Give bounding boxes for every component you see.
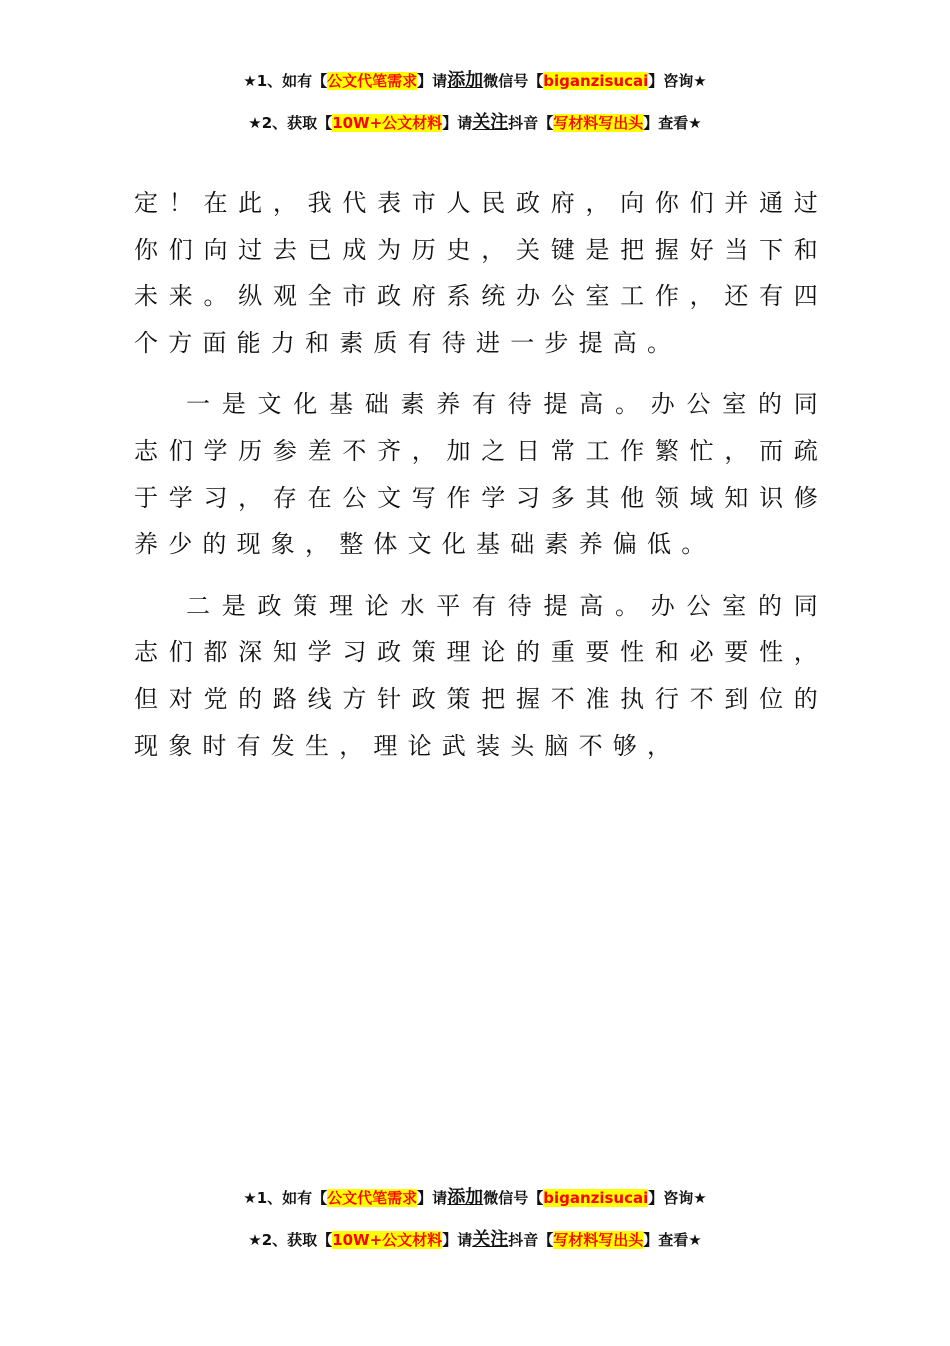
footer-line1-emphasis: 添加 <box>447 1187 484 1208</box>
footer-line1-prefix: ★1、如有【 <box>243 1189 328 1207</box>
body-paragraph-2: 一是文化基础素养有待提高。办公室的同志们学历参差不齐，加之日常工作繁忙，而疏于学习，存在公文写作学习多其他领域知识修养少的现象，整体文化基础素养偏低。 <box>134 390 828 559</box>
footer-line2-middle-a: 】请 <box>442 1231 473 1249</box>
header-line1-suffix: 】咨询★ <box>648 72 707 90</box>
header-line2-prefix: ★2、获取【 <box>248 114 333 132</box>
header-line1-highlight-wechat-id: biganzisucai <box>543 72 649 90</box>
header-line2-emphasis: 关注 <box>472 112 509 133</box>
footer-line2-prefix: ★2、获取【 <box>248 1231 333 1249</box>
header-line2-suffix: 】查看★ <box>643 114 702 132</box>
footer-line2-middle-b: 抖音【 <box>508 1231 554 1249</box>
header-line1-prefix: ★1、如有【 <box>243 72 328 90</box>
header-banner <box>0 60 950 144</box>
footer-line1-highlight-wechat-id: biganzisucai <box>543 1189 649 1207</box>
footer-line1-suffix: 】咨询★ <box>648 1189 707 1207</box>
footer-line2-highlight-materials: 10W+公文材料 <box>332 1231 443 1249</box>
header-banner-line-2 <box>0 102 950 144</box>
footer-line2-emphasis: 关注 <box>472 1229 509 1250</box>
footer-line1-middle-b: 微信号【 <box>483 1189 544 1207</box>
header-line2-highlight-materials: 10W+公文材料 <box>332 114 443 132</box>
header-line1-emphasis: 添加 <box>447 70 484 91</box>
footer-line1-highlight-service: 公文代笔需求 <box>327 1189 418 1207</box>
footer-banner-line-1 <box>0 1177 950 1219</box>
footer-banner <box>0 1177 950 1261</box>
header-line2-highlight-douyin-id: 写材料写出头 <box>553 114 644 132</box>
body-paragraph-3: 二是政策理论水平有待提高。办公室的同志们都深知学习政策理论的重要性和必要性，但对党的路线方针政策把握不准执行不到位的现象时有发生，理论武装头脑不够， <box>134 591 828 760</box>
footer-line2-suffix: 】查看★ <box>643 1231 702 1249</box>
body-paragraph-1: 定！在此，我代表市人民政府，向你们并通过你们向过去已成为历史，关键是把握好当下和未来。纵观全市政府系统办公室工作，还有四个方面能力和素质有待进一步提高。 <box>134 189 828 357</box>
header-banner-line-1 <box>0 60 950 102</box>
footer-banner-line-2 <box>0 1219 950 1261</box>
footer-line1-middle-a: 】请 <box>417 1189 448 1207</box>
header-line1-middle-b: 微信号【 <box>483 72 544 90</box>
header-line1-highlight-service: 公文代笔需求 <box>327 72 418 90</box>
header-line1-middle-a: 】请 <box>417 72 448 90</box>
header-line2-middle-b: 抖音【 <box>508 114 554 132</box>
header-line2-middle-a: 】请 <box>442 114 473 132</box>
footer-line2-highlight-douyin-id: 写材料写出头 <box>553 1231 644 1249</box>
document-body <box>134 180 828 784</box>
